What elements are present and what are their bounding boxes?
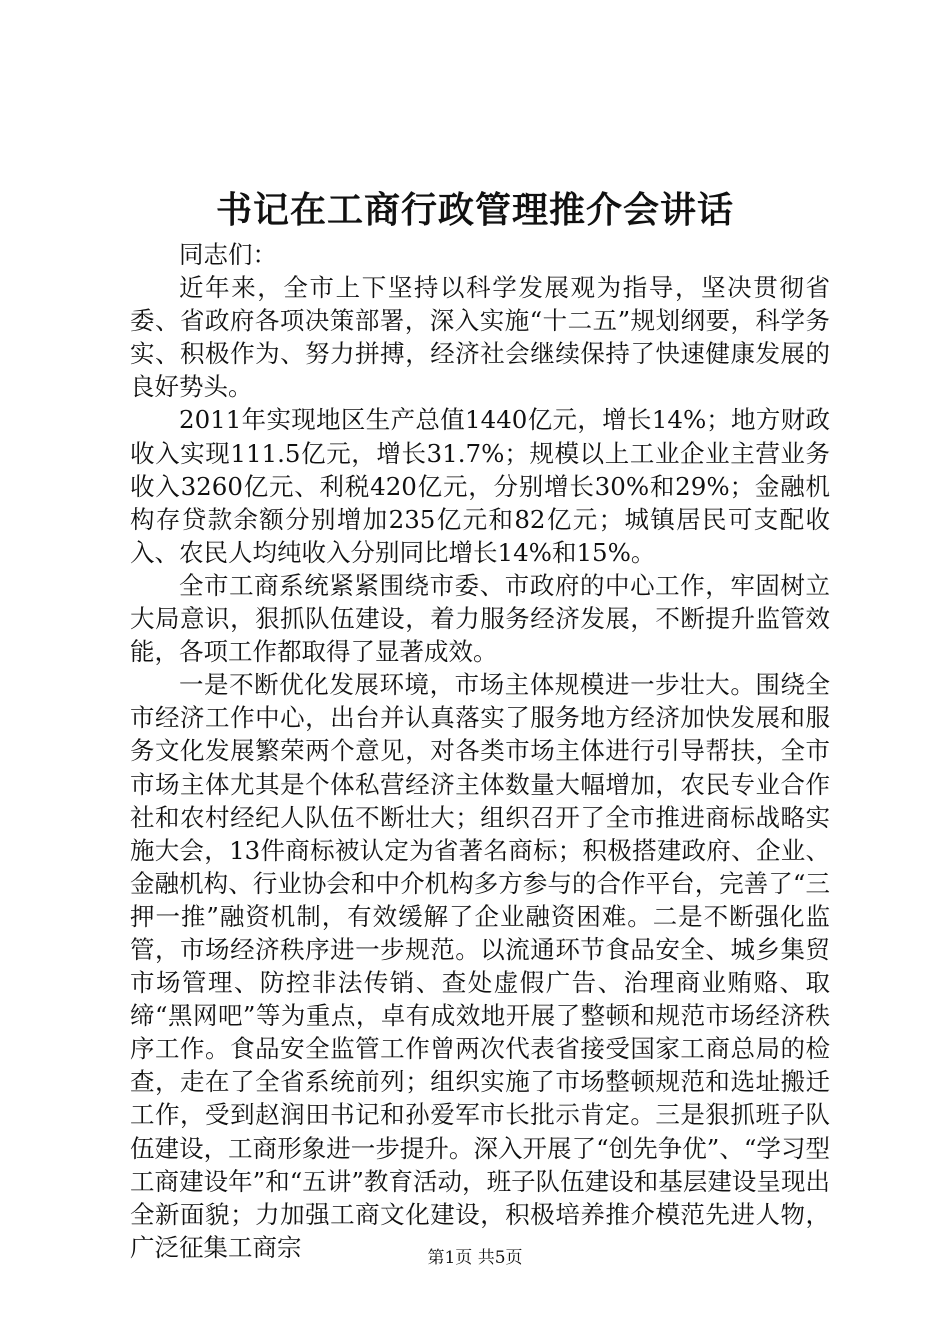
body-paragraph: 2011年实现地区生产总值1440亿元，增长14%；地方财政收入实现111.5亿元，增长31.7%；规模以上工业企业主营业务收入3260亿元、利税420亿元，分别增长30%和29%；金融机构存贷款余额分别增加235亿元和82亿元；城镇居民可支配收入、农民人均纯收入分别同比增长14%和15%。 [130, 405, 830, 567]
page-number-footer: 第1页 共5页 [427, 1248, 523, 1268]
body-paragraph: 一是不断优化发展环境，市场主体规模进一步壮大。围绕全市经济工作中心，出台并认真落实了服务地方经济加快发展和服务文化发展繁荣两个意见，对各类市场主体进行引导帮扶，全市市场主体尤其是个体私营经济主体数量大幅增加，农民专业合作社和农村经纪人队伍不断壮大；组织召开了全市推进商标战略实施大会，13件商标被认定为省著名商标；积极搭建政府、企业、金融机构、行业协会和中介机构多方参与的合作平台，完善了“三押一推”融资机制，有效缓解了企业融资困难。二是不断强化监管，市场经济秩序进一步规范。以流通环节食品安全、城乡集贸市场管理、防控非法传销、查处虚假广告、治理商业贿赂、取缔“黑网吧”等为重点，卓有成效地开展了整顿和规范市场经济秩序工作。食品安全监管工作曾两次代表省接受国家工商总局的检查，走在了全省系统前列；组织实施了市场整顿规范和选址搬迁工作，受到赵润田书记和孙爱军市长批示肯定。三是狠抓班子队伍建设，工商形象进一步提升。深入开展了“创先争优”、“学习型工商建设年”和“五讲”教育活动，班子队伍建设和基层建设呈现出全新面貌；力加强工商文化建设，积极培养推介模范先进人物，广泛征集工商宗 [130, 670, 830, 1262]
body-paragraph: 全市工商系统紧紧围绕市委、市政府的中心工作，牢固树立大局意识，狠抓队伍建设，着力服务经济发展，不断提升监管效能，各项工作都取得了显著成效。 [130, 570, 830, 667]
body-paragraph: 近年来，全市上下坚持以科学发展观为指导，坚决贯彻省委、省政府各项决策部署，深入实施“十二五”规划纲要，科学务实、积极作为、努力拼搏，经济社会继续保持了快速健康发展的良好势头。 [130, 273, 830, 402]
document-body [130, 238, 830, 1264]
salutation-paragraph: 同志们： [179, 240, 277, 269]
document-title: 书记在工商行政管理推介会讲话 [215, 189, 734, 231]
